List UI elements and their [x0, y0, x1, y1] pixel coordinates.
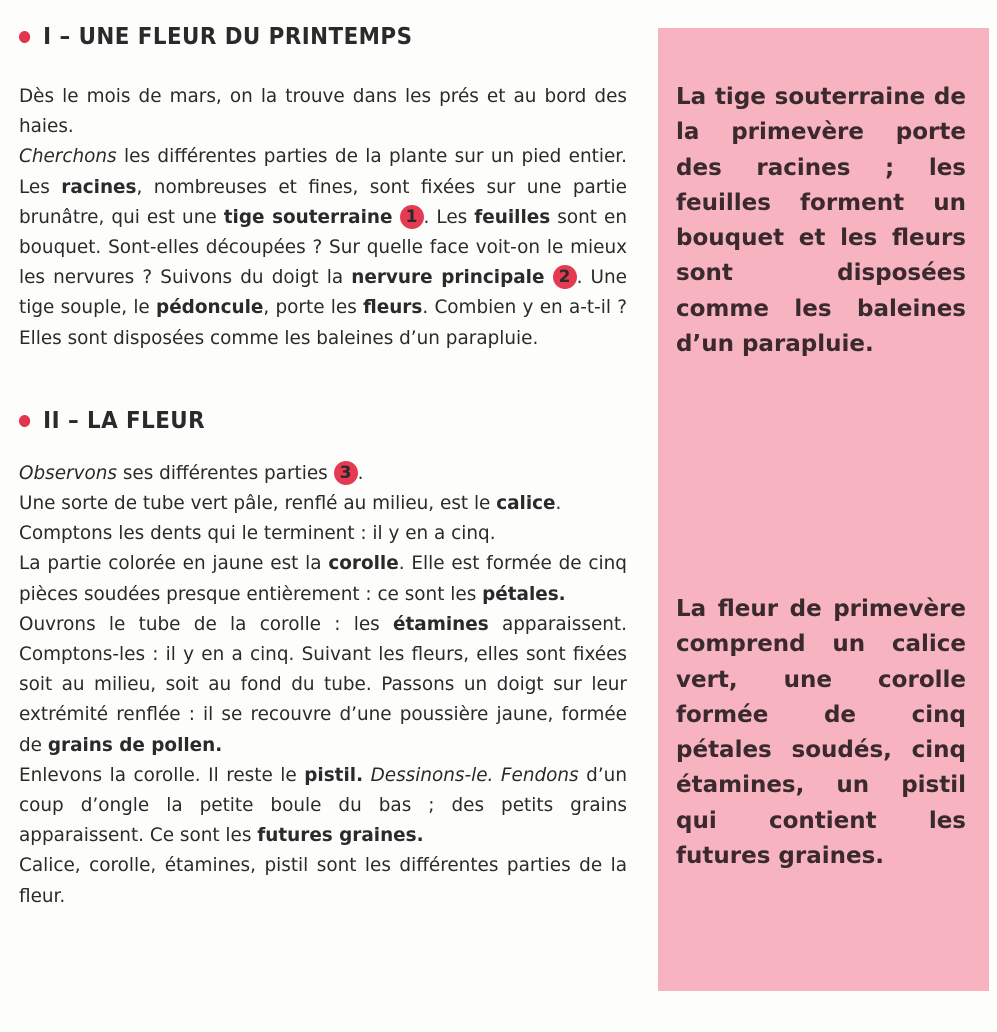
figure-number-badge: 3	[334, 461, 358, 485]
text-run: d’un coup d’ongle la petite boule du bas ; des petits grains apparaissent. Ce sont les	[19, 764, 627, 847]
section-heading-1	[19, 24, 584, 50]
text-run: Une sorte de tube vert pâle, renflé au milieu, est le	[19, 493, 497, 515]
figure-number-badge: 2	[553, 265, 577, 289]
text-run: Calice, corolle, étamines, pistil sont les différentes parties de la fleur.	[19, 855, 627, 907]
italic-term: Observons	[19, 462, 117, 484]
bold-term: nervure principale	[351, 267, 545, 289]
section-heading-1-text: I – UNE FLEUR DU PRINTEMPS	[43, 24, 413, 50]
text-run: sont en bouquet. Sont-elles découpées ? Sur quelle face voit-on le mieux les nervures ? Suivons du doigt la	[19, 206, 627, 289]
text-run	[363, 765, 371, 786]
bold-term: pétales.	[482, 583, 566, 605]
bold-term: grains de pollen.	[47, 734, 223, 756]
italic-term: Cherchons	[19, 146, 117, 168]
text-run	[392, 207, 399, 228]
text-run	[544, 267, 552, 288]
text-run: La partie colorée en jaune est la	[19, 553, 329, 575]
bullet-icon	[19, 415, 30, 427]
text-run: , porte les	[263, 297, 364, 319]
text-run: . Elle est formée de cinq pièces soudées presque entièrement : ce sont les	[19, 553, 627, 605]
summary-1: La tige souterraine de la primevère porte des racines ; les feuilles forment un bouquet et les fleurs sont disposées comme les baleines d’un parapluie.	[676, 84, 966, 358]
summary-2: La fleur de primevère comprend un calice vert, une corolle formée de cinq pétales soudés, cinq étamines, un pistil qui contient les futures graines.	[676, 596, 966, 870]
text-run: les différentes parties de la plante sur un pied entier. Les	[19, 146, 627, 198]
text-run: ses différentes parties	[116, 462, 334, 484]
text-run: . Les	[423, 206, 475, 228]
text-run: . Une tige souple, le	[19, 267, 627, 319]
text-run: apparaissent. Comptons-les : il y en a cinq. Suivant les fleurs, elles sont fixées soit au milieu, soit au fond du tube. Passons un doigt sur leur extrémité renflée : il se recouvre d’une poussière jaune, formée de	[19, 613, 627, 756]
bold-term: pédoncule	[156, 297, 264, 319]
bold-term: tige souterraine	[223, 206, 393, 228]
text-run: Dès le mois de mars, on la trouve dans les prés et au bord des haies.	[19, 86, 627, 138]
text-run: Ouvrons le tube de la corolle : les	[19, 613, 394, 635]
bold-term: étamines	[393, 613, 489, 635]
bold-term: fleurs	[363, 297, 423, 319]
text-run: , nombreuses et fines, sont fixées sur une partie brunâtre, qui est une	[19, 176, 627, 228]
text-run: . Combien y en a-t-il ? Elles sont disposées comme les baleines d’un parapluie.	[19, 297, 627, 349]
section-1-paragraph	[19, 82, 627, 354]
bold-term: calice	[496, 493, 556, 515]
bold-term: racines	[61, 176, 137, 198]
bold-term: corolle	[328, 553, 399, 575]
bullet-icon	[19, 31, 30, 43]
section-heading-2-text: II – LA FLEUR	[43, 407, 206, 434]
text-run: .	[555, 493, 562, 515]
bold-term: feuilles	[474, 206, 551, 228]
text-run: .	[357, 462, 364, 484]
figure-number-badge: 1	[400, 205, 424, 229]
bold-term: futures graines.	[257, 825, 424, 847]
italic-term: Dessinons-le. Fendons	[370, 764, 579, 786]
main-column	[19, 20, 627, 912]
summary-sidebar	[658, 28, 989, 991]
text-run: Comptons les dents qui le terminent : il y en a cinq.	[19, 523, 496, 545]
text-run: Enlevons la corolle. Il reste le	[19, 764, 305, 786]
section-2-paragraph	[19, 459, 627, 912]
section-heading-2	[19, 408, 584, 434]
bold-term: pistil.	[304, 764, 364, 786]
